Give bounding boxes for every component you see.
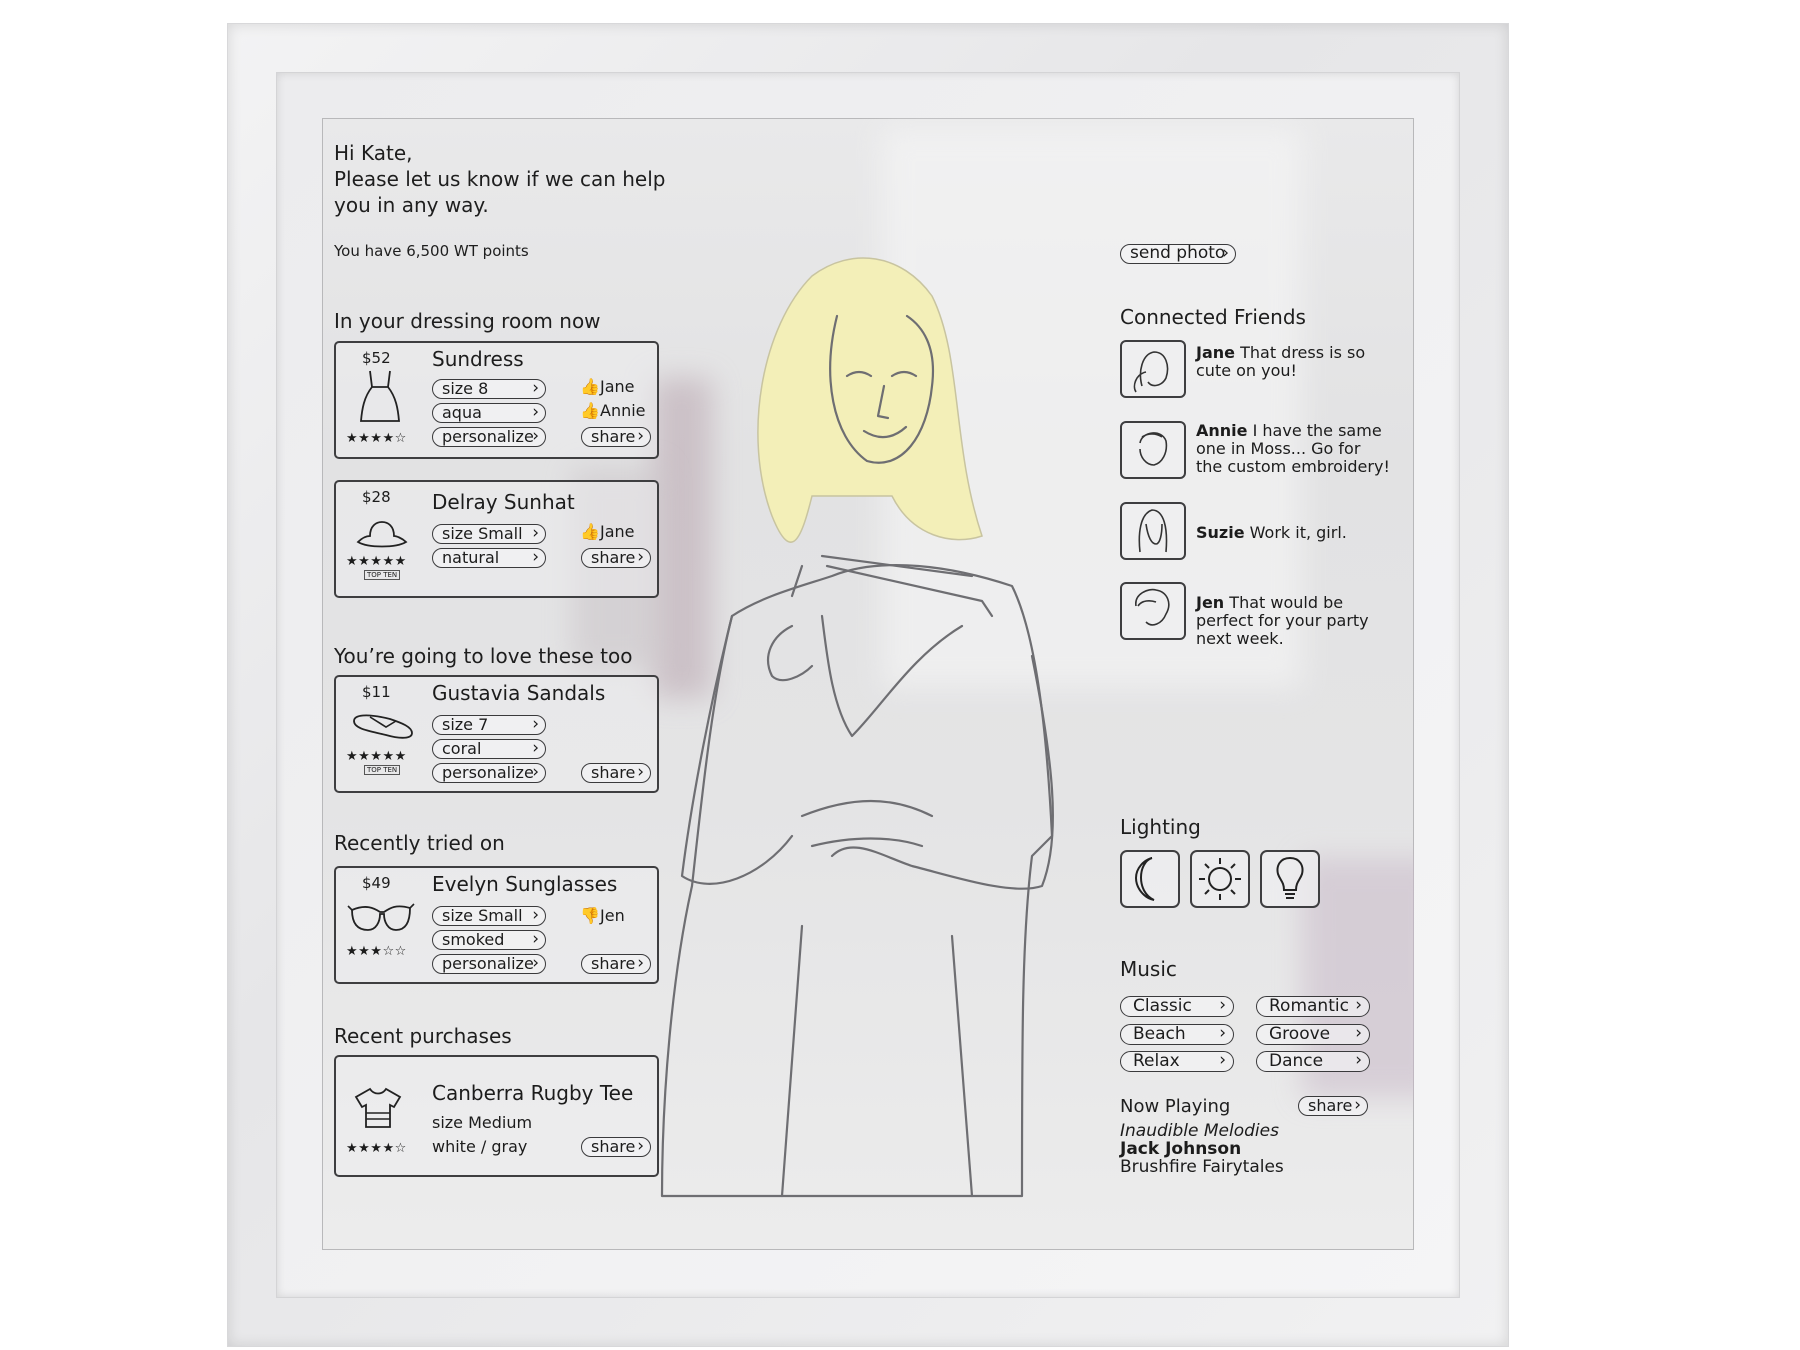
dress-icon [358, 369, 402, 425]
color-select[interactable]: smoked › [432, 930, 546, 950]
thumbs-up-icon: 👍 [580, 377, 600, 396]
avatar-sketch-icon [1122, 342, 1184, 396]
size-select[interactable]: size Small › [432, 524, 546, 544]
product-price: $52 [362, 349, 391, 367]
friend-message-suzie: Suzie Work it, girl. [1196, 523, 1347, 542]
music-genre-relax[interactable]: Relax › [1120, 1051, 1234, 1072]
sun-icon [1192, 852, 1248, 906]
sunhat-icon [354, 518, 410, 552]
friend-avatar-annie[interactable] [1120, 421, 1186, 479]
thumbs-up-icon: 👍 [580, 401, 600, 420]
lighting-sun-button[interactable] [1190, 850, 1250, 908]
product-price: $28 [362, 488, 391, 506]
lighting-moon-button[interactable] [1120, 850, 1180, 908]
friend-like: 👍Jane [580, 377, 635, 396]
product-color: white / gray [432, 1137, 528, 1156]
section-title-dressing-room: In your dressing room now [334, 309, 601, 333]
personalize-button[interactable]: personalize › [432, 427, 546, 447]
size-select[interactable]: size Small › [432, 906, 546, 926]
moon-icon [1122, 852, 1178, 906]
lighting-title: Lighting [1120, 815, 1201, 839]
product-name: Sundress [432, 347, 524, 371]
music-title: Music [1120, 957, 1177, 981]
friend-avatar-jen[interactable] [1120, 582, 1186, 640]
album-name: Brushfire Fairytales [1120, 1157, 1284, 1177]
points-balance: You have 6,500 WT points [334, 242, 529, 260]
share-music-button[interactable]: share › [1298, 1096, 1368, 1116]
product-card-rugby-tee[interactable] [334, 1055, 659, 1177]
product-card-sunglasses[interactable] [334, 866, 659, 984]
product-name: Delray Sunhat [432, 490, 575, 514]
bulb-icon [1262, 852, 1318, 906]
music-genre-dance[interactable]: Dance › [1256, 1051, 1370, 1072]
avatar-sketch-icon [1122, 423, 1184, 477]
product-name: Canberra Rugby Tee [432, 1081, 634, 1105]
product-card-sundress[interactable] [334, 341, 659, 459]
size-select[interactable]: size 7 › [432, 715, 546, 735]
color-select[interactable]: aqua › [432, 403, 546, 423]
sketch-woman-illustration [652, 236, 1122, 1250]
avatar-sketch-icon [1122, 504, 1184, 558]
rating-stars: ★★★★☆ [346, 1141, 407, 1156]
friend-message-jane: Jane That dress is so cute on you! [1196, 343, 1366, 380]
rating-stars: ★★★★★ [346, 749, 407, 764]
size-select[interactable]: size 8 › [432, 379, 546, 399]
rating-stars: ★★★☆☆ [346, 944, 407, 959]
share-button[interactable]: share › [581, 763, 651, 783]
product-name: Gustavia Sandals [432, 681, 606, 705]
lighting-bulb-button[interactable] [1260, 850, 1320, 908]
connected-friends-title: Connected Friends [1120, 305, 1306, 329]
thumbs-down-icon: 👎 [580, 906, 600, 925]
section-title-recommendations: You’re going to love these too [334, 644, 633, 668]
friend-avatar-jane[interactable] [1120, 340, 1186, 398]
product-size: size Medium [432, 1113, 533, 1132]
product-price: $11 [362, 683, 391, 701]
song-title: Inaudible Melodies [1120, 1121, 1279, 1141]
top-ten-badge: TOP TEN [364, 570, 400, 580]
rating-stars: ★★★★★ [346, 554, 407, 569]
greeting-line-1: Hi Kate, [334, 141, 413, 165]
friend-like: 👍Jane [580, 522, 635, 541]
artist-name: Jack Johnson [1120, 1139, 1242, 1159]
share-button[interactable]: share › [581, 1137, 651, 1157]
section-title-recent-purchases: Recent purchases [334, 1024, 512, 1048]
avatar-sketch-icon [1122, 584, 1184, 638]
color-select[interactable]: coral › [432, 739, 546, 759]
personalize-button[interactable]: personalize › [432, 954, 546, 974]
product-price: $49 [362, 874, 391, 892]
friend-avatar-suzie[interactable] [1120, 502, 1186, 560]
share-button[interactable]: share › [581, 954, 651, 974]
product-card-sunhat[interactable] [334, 480, 659, 598]
smart-mirror-screen [322, 118, 1414, 1250]
music-genre-romantic[interactable]: Romantic › [1256, 996, 1370, 1017]
tshirt-icon [352, 1085, 404, 1131]
thumbs-up-icon: 👍 [580, 522, 600, 541]
friend-dislike: 👎Jen [580, 906, 625, 925]
friend-message-annie: Annie I have the same one in Moss... Go for the custom embroidery! [1196, 421, 1390, 476]
personalize-button[interactable]: personalize › [432, 763, 546, 783]
section-title-recently-tried: Recently tried on [334, 831, 505, 855]
send-photo-button[interactable]: send photo › [1120, 244, 1236, 264]
product-card-sandals[interactable] [334, 675, 659, 793]
sunglasses-icon [346, 898, 416, 934]
friend-like: 👍Annie [580, 401, 646, 420]
music-genre-beach[interactable]: Beach › [1120, 1024, 1234, 1045]
greeting-line-2: Please let us know if we can help [334, 167, 666, 191]
rating-stars: ★★★★☆ [346, 431, 407, 446]
music-genre-groove[interactable]: Groove › [1256, 1024, 1370, 1045]
music-genre-classic[interactable]: Classic › [1120, 996, 1234, 1017]
share-button[interactable]: share › [581, 427, 651, 447]
color-select[interactable]: natural › [432, 548, 546, 568]
sandal-icon [350, 711, 416, 741]
now-playing-label: Now Playing [1120, 1096, 1231, 1117]
friend-message-jen: Jen That would be perfect for your party next week. [1196, 593, 1369, 648]
top-ten-badge: TOP TEN [364, 765, 400, 775]
greeting-line-3: you in any way. [334, 193, 489, 217]
share-button[interactable]: share › [581, 548, 651, 568]
product-name: Evelyn Sunglasses [432, 872, 618, 896]
